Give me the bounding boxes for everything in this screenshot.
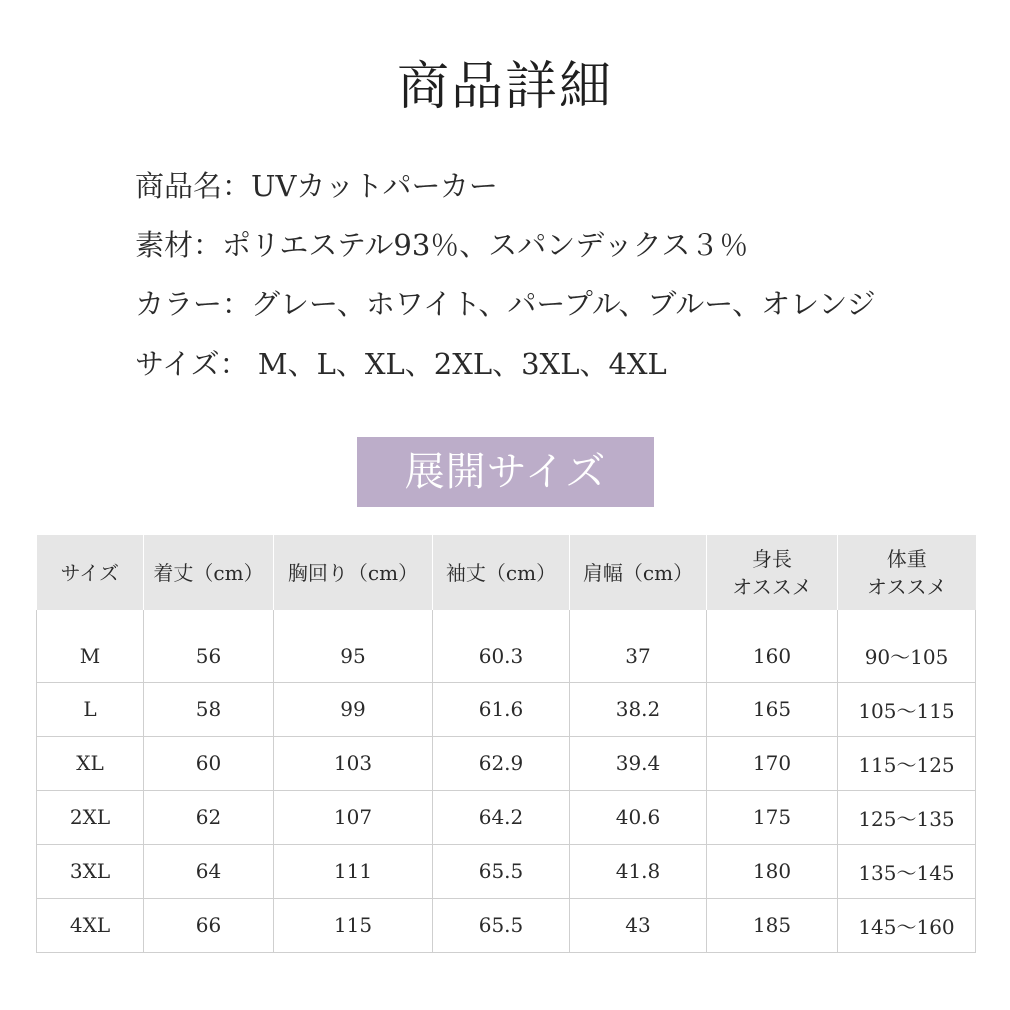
cell-length: 62 — [144, 790, 274, 844]
header-sleeve: 袖丈（cm） — [433, 535, 570, 610]
cell-height: 175 — [707, 790, 838, 844]
cell-sleeve: 65.5 — [433, 898, 570, 952]
product-name: 商品名：UVカットパーカー — [135, 169, 498, 203]
cell-size: 4XL — [37, 898, 144, 952]
table-row — [37, 844, 976, 898]
cell-length: 64 — [144, 844, 274, 898]
cell-height: 160 — [707, 610, 838, 682]
cell-length: 60 — [144, 736, 274, 790]
cell-chest: 107 — [274, 790, 433, 844]
size-chart-table — [36, 535, 976, 953]
cell-shoulder: 37 — [570, 610, 707, 682]
table-row — [37, 790, 976, 844]
cell-weight: 105〜115 — [838, 682, 976, 736]
cell-chest: 99 — [274, 682, 433, 736]
cell-size: 2XL — [37, 790, 144, 844]
header-length: 着丈（cm） — [144, 535, 274, 610]
cell-chest: 95 — [274, 610, 433, 682]
header-chest: 胸回り（cm） — [274, 535, 433, 610]
cell-chest: 111 — [274, 844, 433, 898]
cell-shoulder: 41.8 — [570, 844, 707, 898]
cell-length: 58 — [144, 682, 274, 736]
table-row — [37, 610, 976, 682]
table-header-row — [37, 535, 976, 610]
cell-height: 165 — [707, 682, 838, 736]
header-height-recommend: 身長 オススメ — [707, 535, 838, 610]
cell-weight: 145〜160 — [838, 898, 976, 952]
cell-sleeve: 62.9 — [433, 736, 570, 790]
cell-size: L — [37, 682, 144, 736]
table-row — [37, 682, 976, 736]
cell-weight: 135〜145 — [838, 844, 976, 898]
cell-height: 180 — [707, 844, 838, 898]
cell-shoulder: 39.4 — [570, 736, 707, 790]
header-weight-recommend: 体重 オススメ — [838, 535, 976, 610]
size-section-banner: 展開サイズ — [357, 437, 654, 507]
cell-length: 66 — [144, 898, 274, 952]
cell-sleeve: 65.5 — [433, 844, 570, 898]
page-title: 商品詳細 — [396, 57, 613, 117]
cell-length: 56 — [144, 610, 274, 682]
cell-height: 170 — [707, 736, 838, 790]
cell-size: M — [37, 610, 144, 682]
product-material: 素材：ポリエステル93％、スパンデックス３％ — [135, 228, 749, 262]
cell-chest: 103 — [274, 736, 433, 790]
cell-size: 3XL — [37, 844, 144, 898]
cell-sleeve: 60.3 — [433, 610, 570, 682]
table-row — [37, 736, 976, 790]
cell-shoulder: 43 — [570, 898, 707, 952]
cell-weight: 115〜125 — [838, 736, 976, 790]
cell-height: 185 — [707, 898, 838, 952]
cell-sleeve: 61.6 — [433, 682, 570, 736]
cell-chest: 115 — [274, 898, 433, 952]
product-sizes: サイズ： M、L、XL、2XL、3XL、4XL — [135, 347, 667, 381]
cell-shoulder: 40.6 — [570, 790, 707, 844]
cell-shoulder: 38.2 — [570, 682, 707, 736]
header-shoulder: 肩幅（cm） — [570, 535, 707, 610]
cell-weight: 90〜105 — [838, 610, 976, 682]
cell-sleeve: 64.2 — [433, 790, 570, 844]
table-row — [37, 898, 976, 952]
product-colors: カラー：グレー、ホワイト、パープル、ブルー、オレンジ — [135, 287, 876, 321]
cell-size: XL — [37, 736, 144, 790]
header-size: サイズ — [37, 535, 144, 610]
cell-weight: 125〜135 — [838, 790, 976, 844]
